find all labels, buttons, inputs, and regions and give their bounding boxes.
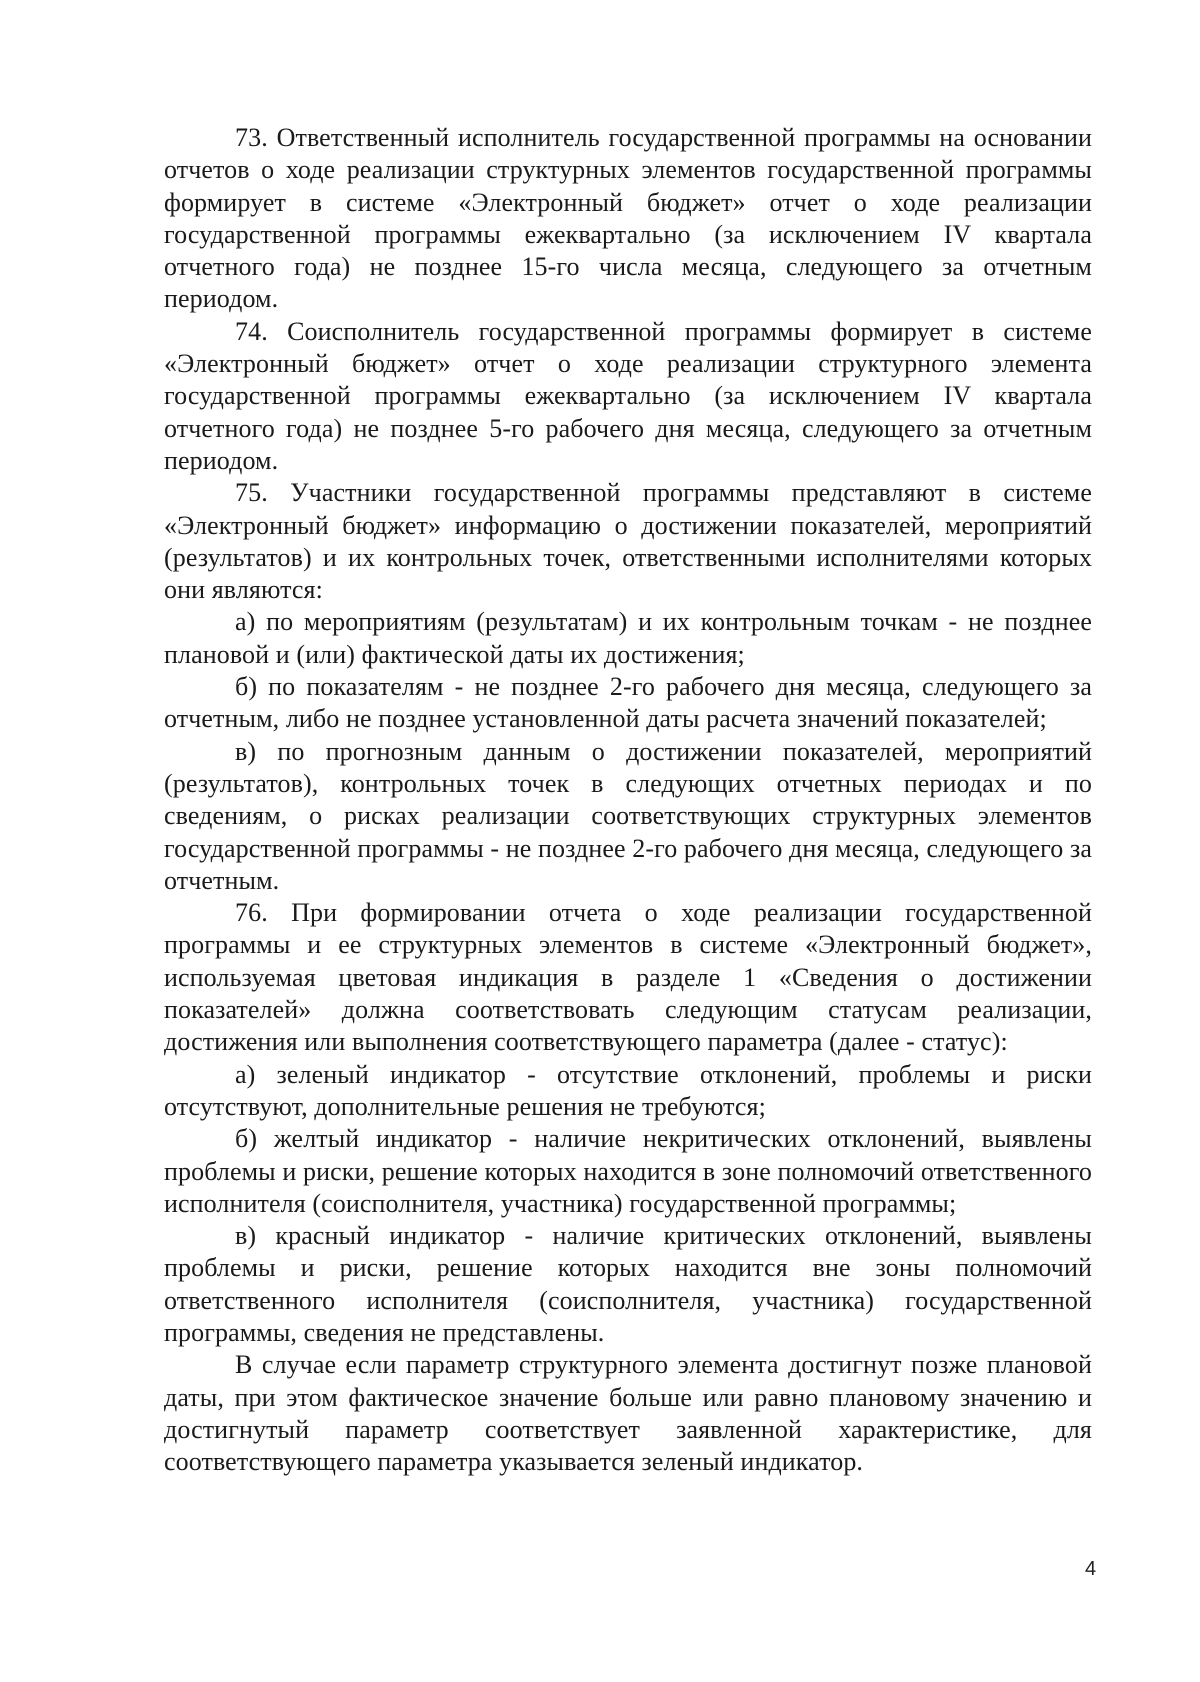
paragraph-76-v: в) красный индикатор - наличие критических отклонений, выявлены проблемы и риски, решение которых находится вне зоны полномочий ответственного исполнителя (соисполнителя, участника) государственной программы, сведения не представлены. [164, 1221, 1092, 1347]
paragraph-73: 73. Ответственный исполнитель государственной программы на основании отчетов о ходе реализации структурных элементов государственной программы формирует в системе «Электронный бюджет» отчет о ходе реализации государственной программы ежеквартально (за исключением IV квартала отчетного года) не позднее 15-го числа месяца, следующего за отчетным периодом. [164, 123, 1092, 314]
paragraph-75: 75. Участники государственной программы представляют в системе «Электронный бюджет» информацию о достижении показателей, мероприятий (результатов) и их контрольных точек, ответственными исполнителями которых они являются: [164, 478, 1092, 605]
paragraph-76-b: б) желтый индикатор - наличие некритических отклонений, выявлены проблемы и риски, решение которых находится в зоне полномочий ответственного исполнителя (соисполнителя, участника) государственной программы; [164, 1124, 1092, 1218]
paragraph-76-a: а) зеленый индикатор - отсутствие отклонений, проблемы и риски отсутствуют, дополнительные решения не требуются; [164, 1059, 1092, 1121]
document-body [164, 122, 1092, 1478]
page-number: 4 [1085, 1558, 1097, 1580]
paragraph-75-v: в) по прогнозным данным о достижении показателей, мероприятий (результатов), контрольных точек в следующих отчетных периодах и по сведениям, о рисках реализации соответствующих структурных элементов государственной программы - не позднее 2-го рабочего дня месяца, следующего за отчетным. [164, 736, 1092, 895]
paragraph-74: 74. Соисполнитель государственной программы формирует в системе «Электронный бюджет» отчет о ходе реализации структурного элемента государственной программы ежеквартально (за исключением IV квартала отчетного года) не позднее 5-го рабочего дня месяца, следующего за отчетным периодом. [164, 316, 1092, 475]
paragraph-75-b: б) по показателям - не позднее 2-го рабочего дня месяца, следующего за отчетным, либо не позднее установленной даты расчета значений показателей; [164, 672, 1092, 734]
paragraph-closing: В случае если параметр структурного элемента достигнут позже плановой даты, при этом фактическое значение больше или равно плановому значению и достигнутый параметр соответствует заявленной характеристике, для соответствующего параметра указывается зеленый индикатор. [164, 1350, 1092, 1477]
paragraph-75-a: а) по мероприятиям (результатам) и их контрольным точкам - не позднее плановой и (или) фактической даты их достижения; [164, 607, 1092, 669]
paragraph-76: 76. При формировании отчета о ходе реализации государственной программы и ее структурных элементов в системе «Электронный бюджет», используемая цветовая индикация в разделе 1 «Сведения о достижении показателей» должна соответствовать следующим статусам реализации, достижения или выполнения соответствующего параметра (далее - статус): [164, 898, 1092, 1057]
